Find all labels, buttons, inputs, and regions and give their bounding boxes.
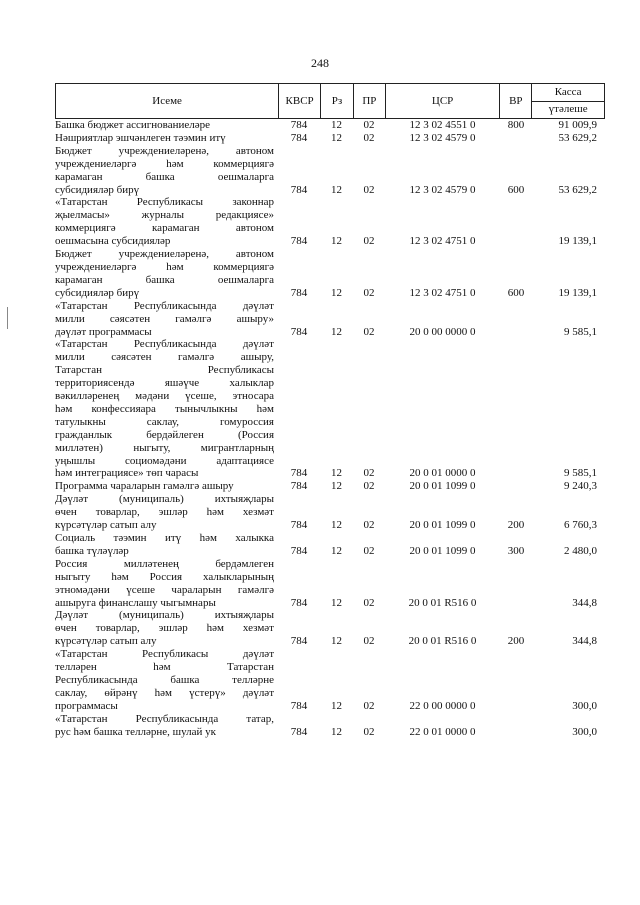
row-csr: 12 3 02 4579 0 [409, 131, 476, 144]
row-name [55, 132, 278, 145]
table-row [55, 480, 605, 493]
row-rz: 12 [331, 467, 342, 480]
row-kvsr: 784 [290, 480, 308, 493]
row-pr: 02 [363, 725, 375, 738]
row-name [55, 145, 278, 197]
row-name [55, 493, 278, 532]
row-rz: 12 [331, 699, 342, 712]
row-rz: 12 [331, 480, 342, 493]
row-vr [500, 713, 532, 739]
row-kvsr: 784 [290, 635, 308, 648]
row-kvsr: 784 [290, 131, 308, 144]
row-name [55, 300, 278, 339]
row-csr: 20 0 01 R516 0 [408, 596, 477, 609]
row-name-line: коммерциягә карамаган автоном [55, 222, 274, 235]
row-vr [500, 300, 532, 339]
row-name [55, 713, 278, 739]
row-name-line: рус һәм башка телләрне, шулай ук [55, 725, 216, 738]
row-name-line: Дәүләт (муниципаль) ихтыяҗлары [55, 609, 274, 622]
row-vr: 200 [507, 635, 525, 648]
row-name-line: карамаган башка оешмаларга [55, 170, 274, 183]
row-kassa: 2 480,0 [564, 544, 597, 557]
row-vr: 600 [507, 286, 525, 299]
row-pr: 02 [363, 699, 375, 712]
row-csr: 20 0 01 1099 0 [409, 519, 476, 532]
row-pr: 02 [363, 235, 375, 248]
row-kassa: 344,8 [572, 635, 597, 648]
row-csr: 20 0 01 1099 0 [409, 480, 476, 493]
row-rz: 12 [331, 119, 342, 131]
row-rz: 12 [331, 325, 342, 338]
table-row [55, 119, 605, 132]
row-name-line: милләтен) ныгыту, мигрантларның [55, 441, 274, 454]
row-name-line: Программа чараларын гамәлгә ашыру [55, 480, 234, 493]
row-rz: 12 [331, 596, 342, 609]
header-csr: ЦСР [385, 84, 500, 118]
row-name-line: оешмасына субсидияләр [55, 235, 171, 248]
row-name-line: территориясендә яшәүче халыклар [55, 377, 274, 390]
row-name [55, 558, 278, 610]
row-csr: 20 0 01 1099 0 [409, 544, 476, 557]
row-name-line: Россия милләтенең бердәмлеген [55, 557, 274, 570]
row-name-line: Социаль тәэмин итү һәм халыкка [55, 532, 274, 544]
table-row [55, 532, 605, 558]
row-pr: 02 [363, 286, 375, 299]
row-rz: 12 [331, 131, 342, 144]
row-name-line: дәүләт программасы [55, 325, 152, 338]
row-pr: 02 [363, 131, 375, 144]
row-name-line: һәм конфессияара тынычлыкны һәм [55, 402, 274, 415]
row-kassa: 300,0 [572, 725, 597, 738]
row-name-line: милли сәясәтен гамәлгә ашыру, [55, 351, 274, 364]
header-rz: Рз [320, 84, 353, 118]
row-name [55, 648, 278, 713]
row-name-line: «Татарстан Республикасында дәүләт [55, 338, 274, 351]
row-kvsr: 784 [290, 596, 308, 609]
row-kassa: 9 240,3 [564, 480, 597, 493]
header-kassa-line2: үтәлеше [548, 102, 588, 115]
row-name [55, 119, 278, 132]
header-kvsr: КВСР [278, 84, 320, 118]
row-pr: 02 [363, 467, 375, 480]
row-pr: 02 [363, 119, 375, 131]
row-csr: 22 0 01 0000 0 [409, 725, 476, 738]
table-row [55, 558, 605, 610]
row-name [55, 196, 278, 248]
header-kassa-line1: Касса [532, 85, 604, 102]
row-rz: 12 [331, 635, 342, 648]
row-csr: 12 3 02 4551 0 [409, 119, 476, 131]
row-name-line: өчен товарлар, эшләр һәм хезмәт [55, 622, 274, 635]
row-vr: 300 [507, 544, 525, 557]
row-name-line: Бюджет учреждениеләренә, автоном [55, 248, 274, 261]
row-rz: 12 [331, 519, 342, 532]
row-name-line: ныгыту һәм Россия халыкларының [55, 570, 274, 583]
table-row [55, 493, 605, 532]
row-vr [500, 338, 532, 480]
row-name-line: татулыкны саклау, гомуроссия [55, 415, 274, 428]
table-row [55, 713, 605, 739]
table-row [55, 609, 605, 648]
table-row [55, 248, 605, 300]
table-row [55, 338, 605, 480]
row-name-line: «Татарстан Республикасында татар, [55, 712, 274, 725]
row-name-line: «Татарстан Республикасында дәүләт [55, 299, 274, 312]
row-pr: 02 [363, 325, 375, 338]
row-name-line: телләрен һәм Татарстан [55, 661, 274, 674]
row-kassa: 19 139,1 [558, 286, 597, 299]
row-name-line: Бюджет учреждениеләренә, автоном [55, 144, 274, 157]
row-csr: 20 0 00 0000 0 [409, 325, 476, 338]
row-kvsr: 784 [290, 725, 308, 738]
row-name-line: Нәшриятлар эшчәнлеген тәэмин итү [55, 131, 226, 144]
row-rz: 12 [331, 725, 342, 738]
row-pr: 02 [363, 519, 375, 532]
row-name-line: күрсәтүләр сатып алу [55, 635, 157, 648]
table-header [55, 83, 605, 119]
row-name-line: Дәүләт (муниципаль) ихтыяҗлары [55, 493, 274, 506]
row-kvsr: 784 [290, 286, 308, 299]
row-kassa: 9 585,1 [564, 325, 597, 338]
row-name-line: һәм интеграциясе» төп чарасы [55, 467, 199, 480]
row-kvsr: 784 [290, 325, 308, 338]
row-name-line: субсидияләр бирү [55, 183, 140, 196]
page-number: 248 [311, 56, 329, 70]
row-name-line: саклау, өйрәнү һәм үстерү» дәүләт [55, 686, 274, 699]
table-row [55, 145, 605, 197]
table-row [55, 196, 605, 248]
row-kassa: 300,0 [572, 699, 597, 712]
row-vr [500, 196, 532, 248]
row-name-line: җыелмасы» журналы редакциясе» [55, 209, 274, 222]
row-kvsr: 784 [290, 467, 308, 480]
row-kvsr: 784 [290, 235, 308, 248]
row-vr [500, 480, 532, 493]
row-name [55, 609, 278, 648]
header-vr: ВР [499, 84, 531, 118]
row-name-line: «Татарстан Республикасы дәүләт [55, 648, 274, 661]
row-name-line: вәкилләренең мәдәни үсеше, этносара [55, 390, 274, 403]
row-name-line: башка түләүләр [55, 544, 129, 557]
row-name-line: уңышлы социомәдәни адаптациясе [55, 454, 274, 467]
row-name-line: субсидияләр бирү [55, 286, 140, 299]
row-name-line: гражданлык бердәйлеген (Россия [55, 428, 274, 441]
row-kassa: 19 139,1 [558, 235, 597, 248]
table-row [55, 648, 605, 713]
row-name-line: «Татарстан Республикасы законнар [55, 196, 274, 209]
row-kassa: 344,8 [572, 596, 597, 609]
margin-mark [7, 307, 8, 329]
row-name-line: карамаган башка оешмаларга [55, 273, 274, 286]
row-vr [500, 648, 532, 713]
row-name-line: Башка бюджет ассигнованиеләре [55, 119, 210, 131]
row-kassa: 53 629,2 [558, 183, 597, 196]
row-name-line: ашыруга финанслашу чыгымнары [55, 596, 216, 609]
row-vr: 800 [507, 119, 525, 131]
row-name-line: Татарстан Республикасы [55, 364, 274, 377]
row-kvsr: 784 [290, 119, 308, 131]
row-kassa: 91 009,9 [558, 119, 597, 131]
row-rz: 12 [331, 544, 342, 557]
row-kvsr: 784 [290, 699, 308, 712]
row-name-line: этномәдәни үсеше чараларын гамәлгә [55, 583, 274, 596]
row-kassa: 6 760,3 [564, 519, 597, 532]
row-csr: 12 3 02 4751 0 [409, 286, 476, 299]
row-csr: 12 3 02 4751 0 [409, 235, 476, 248]
row-csr: 20 0 01 R516 0 [408, 635, 477, 648]
row-vr [500, 558, 532, 610]
row-kassa: 53 629,2 [558, 131, 597, 144]
row-kassa: 9 585,1 [564, 467, 597, 480]
row-name [55, 532, 278, 558]
row-vr: 200 [507, 519, 525, 532]
row-pr: 02 [363, 480, 375, 493]
row-pr: 02 [363, 635, 375, 648]
row-pr: 02 [363, 544, 375, 557]
row-vr: 600 [507, 183, 525, 196]
row-csr: 12 3 02 4579 0 [409, 183, 476, 196]
row-pr: 02 [363, 183, 375, 196]
row-name [55, 480, 278, 493]
row-csr: 20 0 01 0000 0 [409, 467, 476, 480]
table-body [55, 119, 605, 739]
row-name-line: учреждениеләргә һәм коммерциягә [55, 260, 274, 273]
row-name-line: учреждениеләргә һәм коммерциягә [55, 157, 274, 170]
header-name: Исеме [152, 95, 182, 107]
header-pr: ПР [353, 84, 385, 118]
header-kassa [531, 84, 604, 118]
row-name-line: милли сәясәтен гамәлгә ашыру» [55, 312, 274, 325]
row-rz: 12 [331, 183, 342, 196]
row-pr: 02 [363, 596, 375, 609]
table-row [55, 300, 605, 339]
row-csr: 22 0 00 0000 0 [409, 699, 476, 712]
row-kvsr: 784 [290, 183, 308, 196]
row-rz: 12 [331, 286, 342, 299]
row-name [55, 338, 278, 480]
table-row [55, 132, 605, 145]
row-name-line: өчен товарлар, эшләр һәм хезмәт [55, 506, 274, 519]
budget-table [55, 83, 605, 739]
row-kvsr: 784 [290, 519, 308, 532]
row-name [55, 248, 278, 300]
row-kvsr: 784 [290, 544, 308, 557]
row-name-line: күрсәтүләр сатып алу [55, 519, 157, 532]
row-name-line: Республикасында башка телләрне [55, 673, 274, 686]
row-name-line: программасы [55, 699, 118, 712]
row-vr [500, 132, 532, 145]
row-rz: 12 [331, 235, 342, 248]
